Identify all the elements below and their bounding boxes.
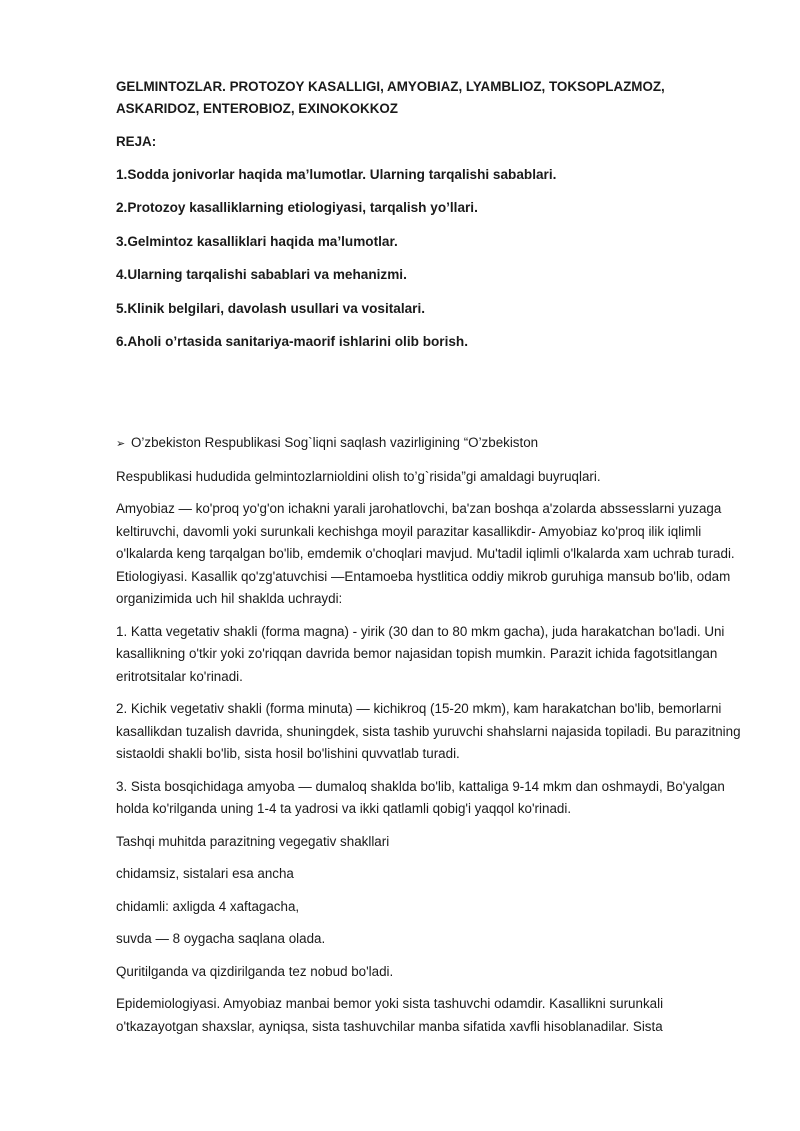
arrow-bullet-icon: ➢: [116, 438, 126, 450]
plan-item: 5.Klinik belgilari, davolash usullari va vositalari.: [116, 300, 425, 316]
paragraph: 2. Kichik vegetativ shakli (forma minuta) — kichikroq (15-20 mkm), kam harakatchan bo'lib, bemorlarni kasallikdan tuzalish davrida, shuningdek, sista tashib yuruvchi shahslarni najasida topiladi. Bu parazitning sistaoldi shakli bo'lib, sista hosil bo'lishini quvvatlab turadi.: [116, 701, 741, 761]
paragraph: Tashqi muhitda parazitning vegegativ shakllari: [116, 833, 390, 849]
paragraph: Epidemiologiyasi. Amyobiaz manbai bemor yoki sista tashuvchi odamdir. Kasallikni surunkali o'tkazayotgan shaxslar, ayniqsa, sista tashuvchilar manba sifatida xavfli hisoblanadilar. Sista: [116, 996, 664, 1034]
plan-list: [116, 165, 741, 365]
paragraph: Respublikasi hududida gelmintozlarnioldini olish to’g`risida”gi amaldagi buyruqlari.: [116, 468, 601, 484]
plan-item: 6.Aholi o’rtasida sanitariya-maorif ishlarini olib borish.: [116, 333, 469, 349]
paragraph: Amyobiaz — ko'proq yo'g'on ichakni yarali jarohatlovchi, ba'zan boshqa a'zolarda abssesslarni yuzaga keltiruvchi, davomli yoki surunkali kechishga moyil parazitar kasallikdir- Amyobiaz ko'proq ilik iqlimli o'lkalarda keng tarqalgan bo'lib, emdemik o'choqlari mavjud. Mu'tadil iqlimli o'lkalarda xam uchrab turadi. Etiologiyasi. Kasallik qo'zg'atuvchisi —Entamoeba hystlitica oddiy mikrob guruhiga mansub bo'lib, odam organizimida uch hil shaklda uchraydi:: [116, 501, 735, 606]
document-title: GELMINTOZLAR. PROTOZOY KASALLIGI, AMYOBIAZ, LYAMBLIOZ, TOKSOPLAZMOZ, ASKARIDOZ, ENTEROBIOZ, EXINOKOKKOZ: [116, 79, 665, 116]
bullet-text: O’zbekiston Respublikasi Sog`liqni saqlash vazirligining “O’zbekiston: [131, 435, 539, 450]
paragraph: Quritilganda va qizdirilganda tez nobud bo'ladi.: [116, 963, 394, 979]
plan-item: 4.Ularning tarqalishi sabablari va mehanizmi.: [116, 267, 407, 283]
plan-heading: REJA:: [116, 134, 157, 149]
plan-item: 3.Gelmintoz kasalliklari haqida ma’lumotlar.: [116, 233, 398, 249]
paragraph: 1. Katta vegetativ shakli (forma magna) - yirik (30 dan to 80 mkm gacha), juda harakatchan bo'ladi. Uni kasallikning o'tkir yoki zo'riqqan davrida bemor najasidan topish mumkin. Parazit ichida fagotsitlangan eritrotsitalar ko'rinadi.: [116, 623, 725, 684]
paragraph: chidamli: axligda 4 xaftagacha,: [116, 898, 300, 914]
plan-item: 2.Protozoy kasalliklarning etiologiyasi, tarqalish yo’llari.: [116, 200, 478, 216]
paragraph: suvda — 8 oygacha saqlana olada.: [116, 931, 326, 946]
paragraph: chidamsiz, sistalari esa ancha: [116, 866, 294, 881]
paragraph: 3. Sista bosqichidaga amyoba — dumaloq shaklda bo'lib, kattaliga 9-14 mkm dan oshmaydi, Bo'yalgan holda ko'rilganda uning 1-4 ta yadrosi va ikki qatlamli qobig'i yaqqol ko'rinadi.: [116, 778, 725, 816]
plan-item: 1.Sodda jonivorlar haqida ma’lumotlar. Ularning tarqalishi sabablari.: [116, 167, 557, 182]
body-text: [116, 432, 741, 1048]
bullet-paragraph: [116, 432, 741, 456]
